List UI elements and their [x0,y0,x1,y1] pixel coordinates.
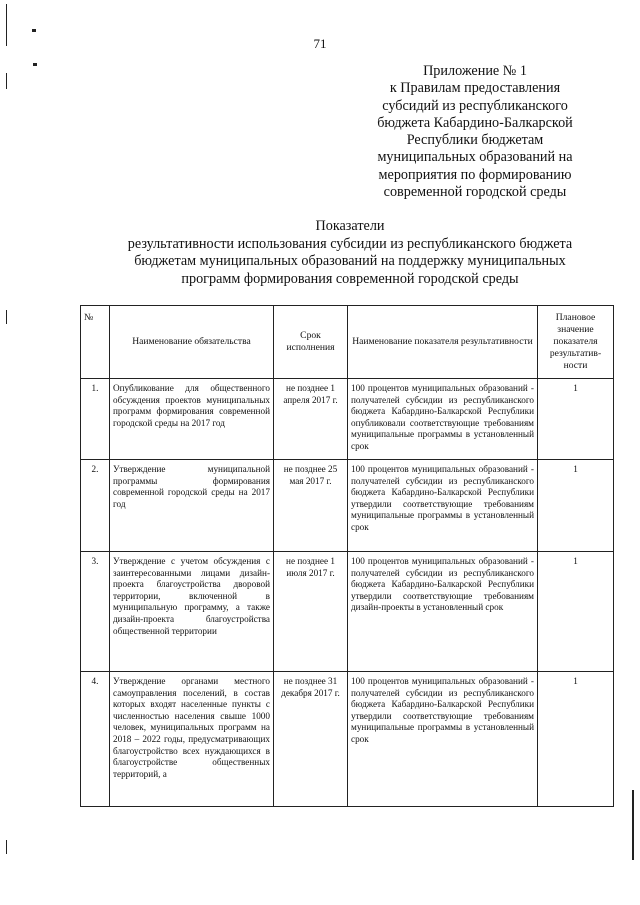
row-deadline: не позднее 31 декабря 2017 г. [274,672,348,807]
row-indicator: 100 процентов муниципальных образований - получателей субсидии из республиканского бюджета Кабардино-Балкарской Республики утвердили соответствующие требованиям дизайн-проекты в установленный срок [348,552,538,672]
row-obligation: Утверждение с учетом обсуждения с заинтересованными лицами дизайн-проекта благоустройства дворовой территории, включенной в муниципальную программу, а также дизайн-проекта благоустройства общественной территории [110,552,274,672]
row-indicator: 100 процентов муниципальных образований - получателей субсидии из республиканского бюджета Кабардино-Балкарской Республики утвердили соответствующие требованиям муниципальные программы в установленный срок [348,672,538,807]
title-line: программ формирования современной городской среды [181,270,519,287]
row-value: 1 [538,460,614,552]
document-title [60,218,640,288]
table-row [81,672,614,807]
appendix-line: современной городской среды [383,184,567,201]
header-indicator: Наименование показателя результативности [348,306,538,379]
table-row [81,379,614,460]
row-obligation: Утверждение органами местного самоуправления поселений, в состав которых входят населенные пункты с численностью населения свыше 1000 человек, муниципальных программ на 2018 – 2022 годы, предусматривающих благоустройство всех нуждающихся в благоустройстве общественных территорий, а [110,672,274,807]
binding-mark [6,73,7,89]
appendix-line: Республики бюджетам [406,132,544,149]
title-line: Показатели [315,218,385,234]
row-number: 3. [81,552,110,672]
row-deadline: не позднее 25 мая 2017 г. [274,460,348,552]
binding-dot [33,63,37,66]
binding-dot [32,29,36,32]
binding-mark [6,840,7,854]
title-line: результативности использования субсидии из республиканского бюджета [127,235,573,252]
appendix-line: бюджета Кабардино-Балкарской [377,114,573,131]
appendix-line: мероприятия по формированию [378,166,572,183]
header-obligation: Наименование обязательства [110,306,274,379]
row-deadline: не позднее 1 июля 2017 г. [274,552,348,672]
appendix-line: Приложение № 1 [423,63,527,79]
appendix-line: к Правилам предоставления [389,80,561,97]
row-value: 1 [538,672,614,807]
row-obligation: Опубликование для общественного обсуждения проектов муниципальных программ формирования современной городской среды на 2017 год [110,379,274,460]
row-value: 1 [538,379,614,460]
row-indicator: 100 процентов муниципальных образований - получателей субсидии из республиканского бюджета Кабардино-Балкарской Республики утвердили соответствующие требованиям муниципальные программы в установленный срок [348,460,538,552]
header-deadline: Срок исполнения [274,306,348,379]
table-row [81,460,614,552]
page-number: 71 [313,36,327,51]
row-number: 1. [81,379,110,460]
row-value: 1 [538,552,614,672]
header-num: № [81,306,110,379]
indicators-table [80,305,614,807]
row-deadline: не позднее 1 апреля 2017 г. [274,379,348,460]
table-header-row [81,306,614,379]
scan-edge-mark [632,790,634,860]
row-obligation: Утверждение муниципальной программы формирования современной городской среды на 2017 год [110,460,274,552]
row-number: 4. [81,672,110,807]
row-indicator: 100 процентов муниципальных образований - получателей субсидии из республиканского бюджета Кабардино-Балкарской Республики опубликовали соответствующие требованиям муниципальные программы в установленный срок [348,379,538,460]
title-line: бюджетам муниципальных образований на поддержку муниципальных [134,253,566,269]
header-value: Плановое значение показателя результатив-ности [538,306,614,379]
appendix-block [355,63,595,201]
table-row [81,552,614,672]
appendix-line: субсидий из республиканского [382,97,568,114]
row-number: 2. [81,460,110,552]
binding-mark [6,310,7,324]
appendix-line: муниципальных образований на [377,149,573,166]
